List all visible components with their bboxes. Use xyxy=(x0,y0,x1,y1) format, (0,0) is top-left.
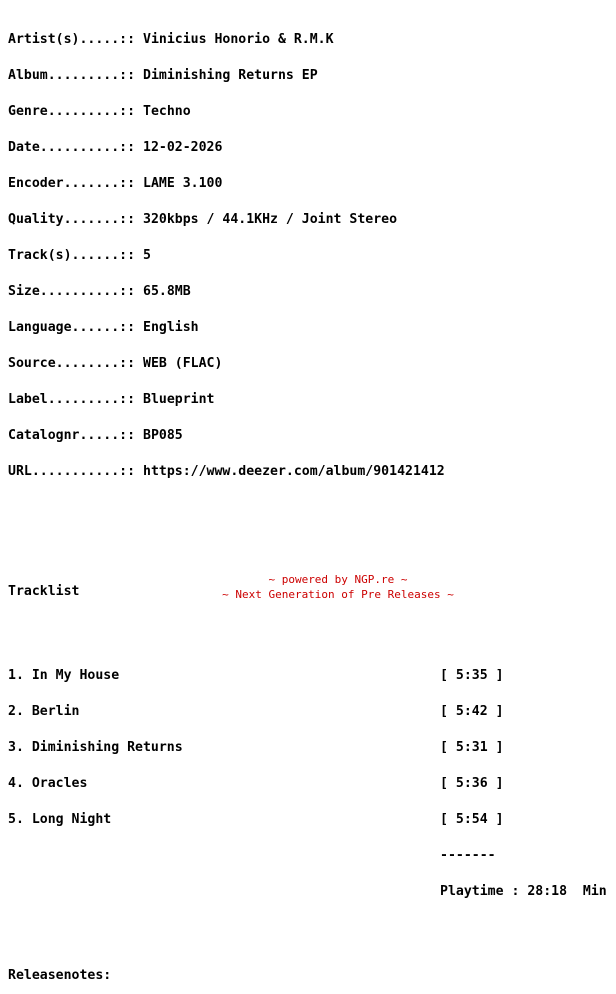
info-value: English xyxy=(143,320,199,335)
info-label: Date..........:: xyxy=(8,140,136,155)
info-row-url xyxy=(8,466,608,478)
info-value: Vinicius Honorio & R.M.K xyxy=(143,32,334,47)
footer-powered-by: ~ powered by NGP.re ~ xyxy=(268,573,408,586)
info-row-quality xyxy=(8,214,608,226)
spacer xyxy=(8,514,608,526)
playtime-row xyxy=(8,886,608,898)
track-row xyxy=(8,742,608,754)
info-label: Size..........:: xyxy=(8,284,136,299)
track-title: 5. Long Night xyxy=(8,812,112,827)
releasenotes-heading: Releasenotes: xyxy=(8,968,112,983)
info-label: Source........:: xyxy=(8,356,136,371)
info-label: Language......:: xyxy=(8,320,136,335)
info-label: Album.........:: xyxy=(8,68,136,83)
info-value: Diminishing Returns EP xyxy=(143,68,318,83)
track-time: [ 5:54 ] xyxy=(440,812,504,827)
info-label: URL...........:: xyxy=(8,464,136,479)
info-row-encoder xyxy=(8,178,608,190)
info-label: Artist(s).....:: xyxy=(8,32,136,47)
info-value: 65.8MB xyxy=(143,284,191,299)
info-value: Techno xyxy=(143,104,191,119)
info-row-catalognr xyxy=(8,430,608,442)
track-time: [ 5:31 ] xyxy=(440,740,504,755)
footer-tagline: ~ Next Generation of Pre Releases ~ xyxy=(222,588,454,601)
track-title: 1. In My House xyxy=(8,668,120,683)
info-value: Blueprint xyxy=(143,392,215,407)
track-title: 2. Berlin xyxy=(8,704,80,719)
info-row-label xyxy=(8,394,608,406)
info-label: Label.........:: xyxy=(8,392,136,407)
info-label: Encoder.......:: xyxy=(8,176,136,191)
info-row-album xyxy=(8,70,608,82)
info-row-size xyxy=(8,286,608,298)
separator-row xyxy=(8,850,608,862)
info-row-language xyxy=(8,322,608,334)
info-value: 5 xyxy=(143,248,151,263)
info-value: WEB (FLAC) xyxy=(143,356,223,371)
info-value: BP085 xyxy=(143,428,183,443)
info-row-date xyxy=(8,142,608,154)
info-label: Catalognr.....:: xyxy=(8,428,136,443)
info-label: Quality.......:: xyxy=(8,212,136,227)
spacer xyxy=(8,550,608,562)
track-title: 4. Oracles xyxy=(8,776,88,791)
track-row xyxy=(8,778,608,790)
track-row xyxy=(8,814,608,826)
info-row-source xyxy=(8,358,608,370)
nfo-text xyxy=(8,10,608,994)
info-label: Genre.........:: xyxy=(8,104,136,119)
track-time: [ 5:36 ] xyxy=(440,776,504,791)
info-value: LAME 3.100 xyxy=(143,176,223,191)
url-value[interactable]: https://www.deezer.com/album/901421412 xyxy=(143,464,445,479)
info-value: 320kbps / 44.1KHz / Joint Stereo xyxy=(143,212,398,227)
info-row-tracks xyxy=(8,250,608,262)
playtime-separator: ------- xyxy=(440,848,496,863)
track-row xyxy=(8,706,608,718)
info-row-artist xyxy=(8,34,608,46)
tracklist-heading: Tracklist xyxy=(8,584,80,599)
info-row-genre xyxy=(8,106,608,118)
info-value: 12-02-2026 xyxy=(143,140,223,155)
info-label: Track(s)......:: xyxy=(8,248,136,263)
playtime-total: Playtime : 28:18 Min xyxy=(440,884,607,899)
track-time: [ 5:42 ] xyxy=(440,704,504,719)
track-title: 3. Diminishing Returns xyxy=(8,740,183,755)
track-row xyxy=(8,670,608,682)
spacer xyxy=(8,934,608,946)
track-time: [ 5:35 ] xyxy=(440,668,504,683)
